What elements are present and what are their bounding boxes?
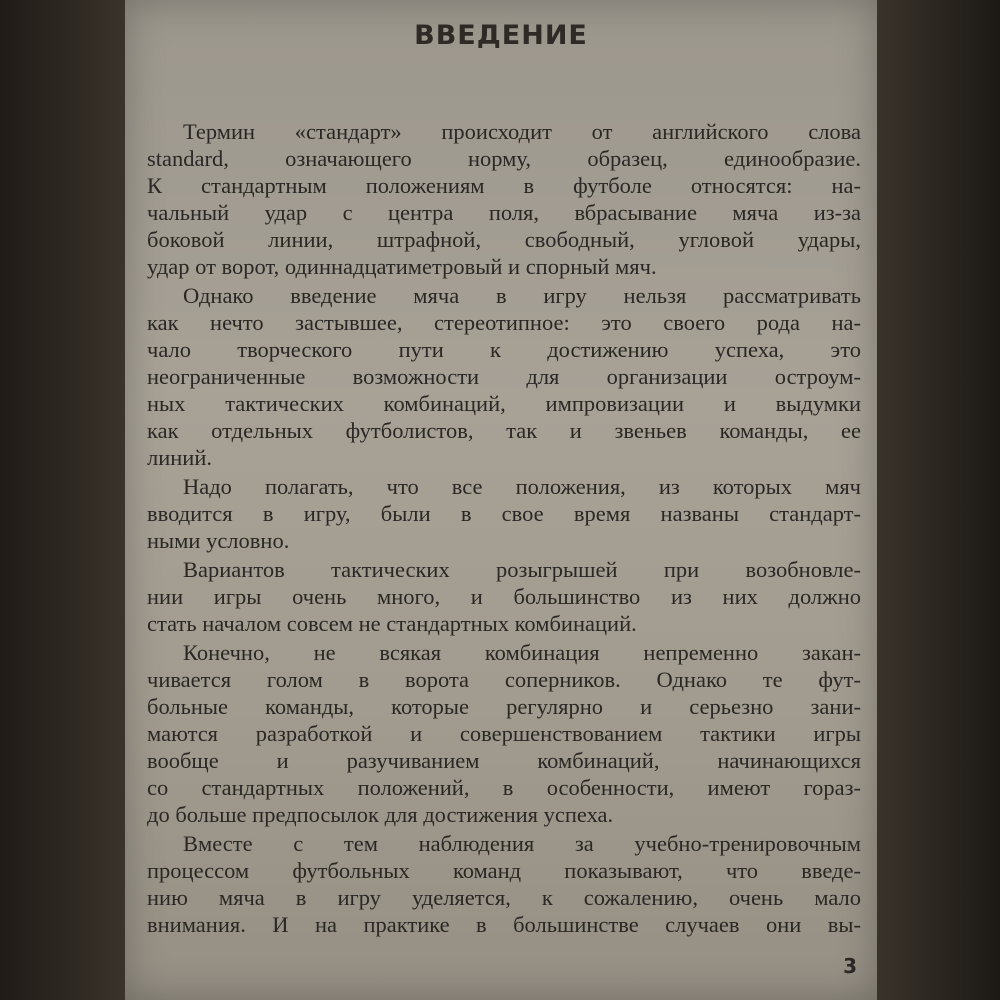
background-left (0, 0, 125, 1000)
text-line: вводится в игру, были в свое время названы стандарт- (147, 501, 861, 526)
text-line: боковой линии, штрафной, свободный, угловой удары, (147, 227, 861, 252)
text-line: стать началом совсем не стандартных комбинаций. (147, 611, 637, 636)
text-line: чальный удар с центра поля, вбрасывание мяча из-за (147, 200, 861, 225)
text-line: чивается голом в ворота соперников. Однако те фут- (147, 667, 861, 692)
text-line: standard, означающего норму, образец, единообразие. (147, 146, 861, 171)
text-line: Однако введение мяча в игру нельзя рассматривать (183, 283, 861, 308)
text-line: неограниченные возможности для организации остроум- (147, 364, 861, 389)
text-line: больные команды, которые регулярно и серьезно зани- (147, 694, 861, 719)
text-line: ных тактических комбинаций, импровизации и выдумки (147, 391, 861, 416)
text-line: Надо полагать, что все положения, из которых мяч (183, 474, 861, 499)
background-right (875, 0, 1000, 1000)
page-title: ВВЕДЕНИЕ (414, 20, 588, 51)
text-line: линий. (147, 445, 213, 470)
text-line: нию мяча в игру уделяется, к сожалению, очень мало (147, 885, 861, 910)
text-line: К стандартным положениям в футболе относятся: на- (147, 173, 861, 198)
text-line: чало творческого пути к достижению успеха, это (147, 337, 861, 362)
page-number: 3 (843, 954, 857, 978)
book-page (125, 0, 877, 1000)
text-line: со стандартных положений, в особенности, имеют гораз- (147, 775, 861, 800)
text-line: как отдельных футболистов, так и звеньев команды, ее (147, 418, 861, 443)
text-line: Термин «стандарт» происходит от английского слова (183, 119, 861, 144)
body-text (147, 118, 861, 938)
text-line: Вместе с тем наблюдения за учебно-тренировочным (183, 831, 861, 856)
text-line: внимания. И на практике в большинстве случаев они вы- (147, 912, 861, 937)
text-line: ными условно. (147, 528, 290, 553)
text-line: процессом футбольных команд показывают, что введе- (147, 858, 861, 883)
text-line: удар от ворот, одиннадцатиметровый и спорный мяч. (147, 254, 657, 279)
text-line: как нечто застывшее, стереотипное: это своего рода на- (147, 310, 861, 335)
text-line: маются разработкой и совершенствованием тактики игры (147, 721, 861, 746)
text-line: нии игры очень много, и большинство из них должно (147, 584, 861, 609)
text-line: до больше предпосылок для достижения успеха. (147, 802, 614, 827)
text-line: Вариантов тактических розыгрышей при возобновле- (183, 557, 861, 582)
text-line: Конечно, не всякая комбинация непременно закан- (183, 640, 861, 665)
text-line: вообще и разучиванием комбинаций, начинающихся (147, 748, 861, 773)
